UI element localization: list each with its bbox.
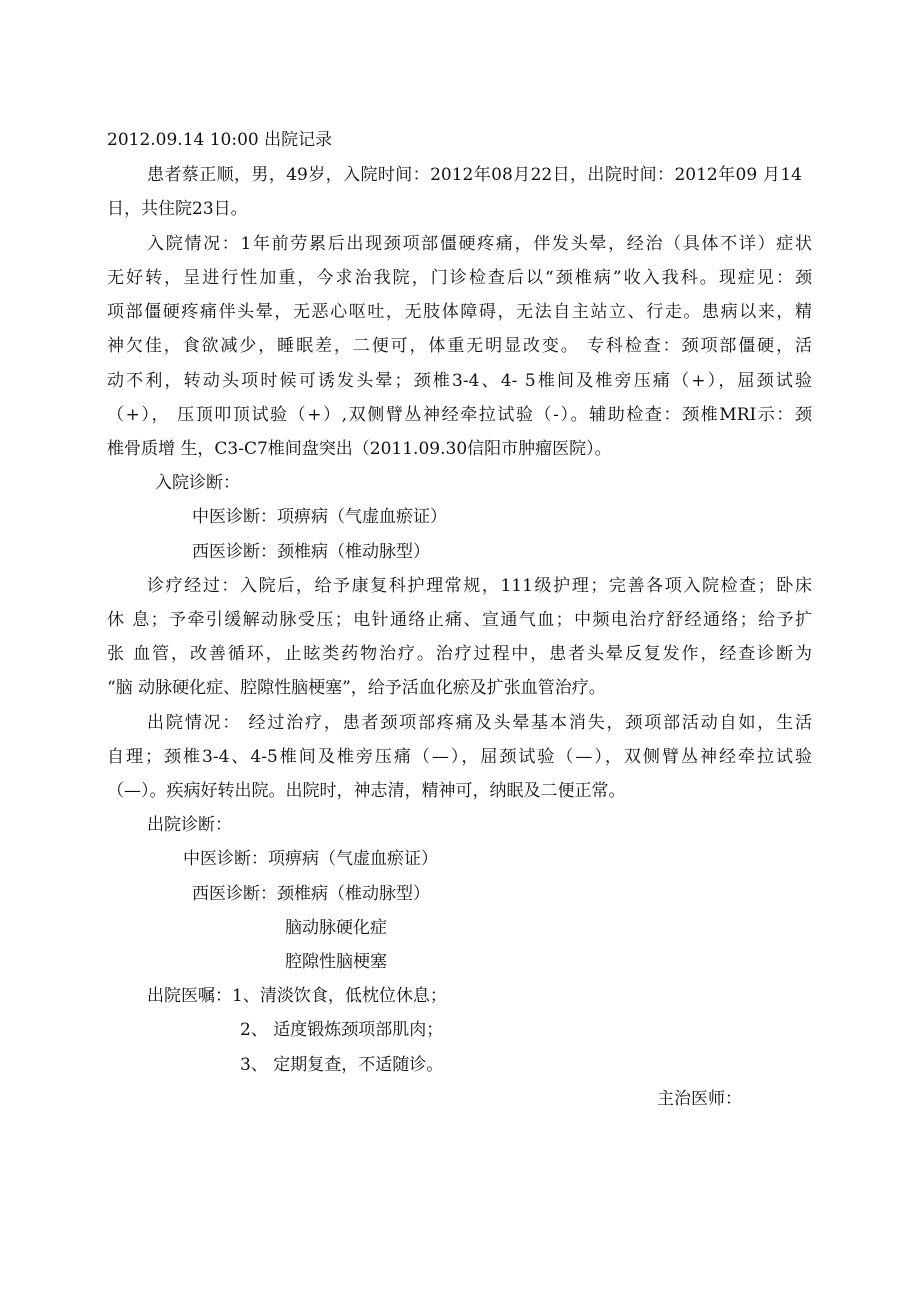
discharge-diagnosis-label: 出院诊断： bbox=[147, 815, 232, 835]
discharge-diagnosis-extra-2: 腔隙性脑梗塞 bbox=[285, 952, 387, 972]
discharge-order-1: 出院医嘱：1、清淡饮食，低枕位休息； bbox=[147, 986, 447, 1006]
discharge-diagnosis-tcm: 中医诊断：项痹病（气虚血瘀证） bbox=[183, 849, 438, 869]
admission-diagnosis-western: 西医诊断：颈椎病（椎动脉型） bbox=[192, 542, 430, 562]
discharge-order-2: 2、 适度锻炼颈项部肌肉； bbox=[240, 1020, 444, 1040]
record-header: 2012.09.14 10:00 出院记录 bbox=[107, 130, 333, 150]
admission-status-line-4: 神欠佳，食欲减少，睡眠差，二便可，体重无明显改变。 专科检查：颈项部僵硬，活 bbox=[107, 336, 812, 356]
admission-status-line-7: 椎骨质增 生，C3-C7椎间盘突出（2011.09.30信阳市肿瘤医院）。 bbox=[107, 439, 612, 459]
treatment-course-line-4: “脑 动脉硬化症、腔隙性脑梗塞”，给予活血化瘀及扩张血管治疗。 bbox=[107, 678, 606, 698]
admission-status-line-2: 无好转，呈进行性加重，今求治我院，门诊检查后以“颈椎病”收入我科。现症见：颈 bbox=[107, 268, 812, 288]
patient-info-line-2: 日，共住院23日。 bbox=[107, 199, 248, 219]
admission-status-line-1: 入院情况：1年前劳累后出现颈项部僵硬疼痛，伴发头晕，经治（具体不详）症状 bbox=[147, 234, 812, 254]
admission-status-line-3: 项部僵硬疼痛伴头晕，无恶心呕吐，无肢体障碍，无法自主站立、行走。患病以来，精 bbox=[107, 302, 812, 322]
admission-diagnosis-tcm: 中医诊断：项痹病（气虚血瘀证） bbox=[192, 507, 447, 527]
treatment-course-line-3: 张 血管，改善循环，止眩类药物治疗。治疗过程中，患者头晕反复发作，经查诊断为 bbox=[107, 644, 812, 664]
discharge-status-line-1: 出院情况： 经过治疗，患者颈项部疼痛及头晕基本消失，颈项部活动自如，生活 bbox=[147, 713, 812, 733]
patient-info-line-1: 患者蔡正顺，男，49岁，入院时间：2012年08月22日，出院时间：2012年09 月14 bbox=[147, 165, 802, 185]
treatment-course-line-2: 休 息；予牵引缓解动脉受压；电针通络止痛、宣通气血；中频电治疗舒经通络；给予扩 bbox=[107, 610, 812, 630]
admission-status-line-6: （+）， 压顶叩顶试验（+）,双侧臂丛神经牵拉试验（-）。辅助检查：颈椎MRI示：颈 bbox=[107, 405, 812, 425]
admission-diagnosis-label: 入院诊断： bbox=[155, 473, 240, 493]
treatment-course-line-1: 诊疗经过：入院后，给予康复科护理常规，111级护理；完善各项入院检查；卧床 bbox=[147, 576, 812, 596]
admission-status-line-5: 动不利，转动头项时候可诱发头晕；颈椎3-4、4- 5椎间及椎旁压痛（+），屈颈试验 bbox=[107, 371, 812, 391]
discharge-order-3: 3、 定期复查，不适随诊。 bbox=[240, 1055, 444, 1075]
attending-physician-label: 主治医师： bbox=[657, 1089, 742, 1109]
discharge-diagnosis-western: 西医诊断：颈椎病（椎动脉型） bbox=[192, 884, 430, 904]
discharge-status-line-2: 自理；颈椎3-4、4-5椎间及椎旁压痛（—），屈颈试验（—），双侧臂丛神经牵拉试验 bbox=[107, 747, 812, 767]
discharge-status-line-3: （—）。疾病好转出院。出院时，神志清，精神可，纳眠及二便正常。 bbox=[107, 781, 626, 801]
discharge-diagnosis-extra-1: 脑动脉硬化症 bbox=[285, 918, 387, 938]
